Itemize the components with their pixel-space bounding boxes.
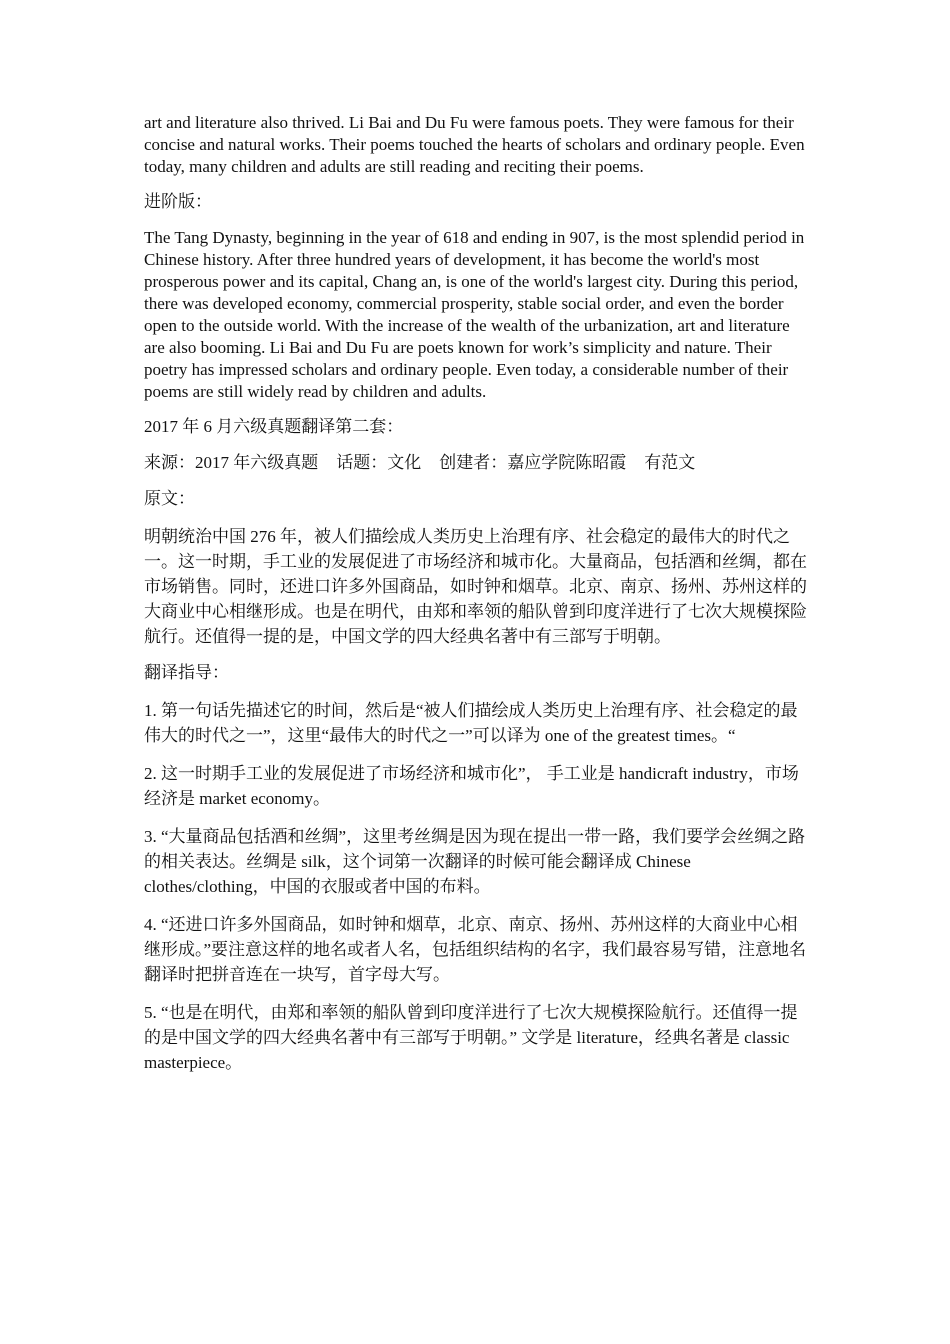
guide-item-2: 2. 这一时期手工业的发展促进了市场经济和城市化”， 手工业是 handicraft industry，市场经济是 market economy。	[144, 764, 799, 808]
guide-item-1: 1. 第一句话先描述它的时间，然后是“被人们描绘成人类历史上治理有序、社会稳定的最伟大的时代之一”，这里“最伟大的时代之一”可以译为 one of the greatest times。“	[144, 701, 798, 745]
intro-paragraph-end: art and literature also thrived. Li Bai and Du Fu were famous poets. They were famous for their concise and natural works. Their poems touched the hearts of scholars and ordinary people. Even today, many children and adults are still reading and reciting their poems.	[144, 113, 805, 176]
guide-heading: 翻译指导：	[144, 663, 229, 682]
original-heading: 原文：	[144, 489, 195, 508]
guide-item-5: 5. “也是在明代，由郑和率领的船队曾到印度洋进行了七次大规模探险航行。还值得一提的是中国文学的四大经典名著中有三部写于明朝。” 文学是 literature，经典名著是 classic masterpiece。	[144, 1003, 798, 1072]
advanced-version-heading: 进阶版：	[144, 192, 212, 211]
original-paragraph: 明朝统治中国 276 年，被人们描绘成人类历史上治理有序、社会稳定的最伟大的时代之一。这一时期，手工业的发展促进了市场经济和城市化。大量商品，包括酒和丝绸，都在市场销售。同时，还进口许多外国商品，如时钟和烟草。北京、南京、扬州、苏州这样的大商业中心相继形成。也是在明代，由郑和率领的船队曾到印度洋进行了七次大规模探险航行。还值得一提的是，中国文学的四大经典名著中有三部写于明朝。	[144, 527, 807, 646]
meta-source: 来源：2017 年六级真题	[144, 453, 319, 472]
advanced-version-paragraph: The Tang Dynasty, beginning in the year of 618 and ending in 907, is the most splendid period in Chinese history. After three hundred years of development, it has become the world's most prosperous power and its capital, Chang an, is one of the world's largest city. During this period, there was developed economy, commercial prosperity, stable social order, and even the border open to the outside world. With the increase of the wealth of the urbanization, art and literature are also booming. Li Bai and Du Fu are poets known for work’s simplicity and nature. Their poetry has impressed scholars and ordinary people. Even today, a considerable number of their poems are still widely read by children and adults.	[144, 228, 805, 401]
meta-line	[144, 452, 808, 474]
guide-item-4: 4. “还进口许多外国商品，如时钟和烟草，北京、南京、扬州、苏州这样的大商业中心相继形成。”要注意这样的地名或者人名，包括组织结构的名字，我们最容易写错，注意地名翻译时把拼音连在一块写，首字母大写。	[144, 915, 807, 984]
meta-topic: 话题：文化	[336, 453, 422, 472]
guide-item-3: 3. “大量商品包括酒和丝绸”，这里考丝绸是因为现在提出一带一路，我们要学会丝绸之路的相关表达。丝绸是 silk，这个词第一次翻译的时候可能会翻译成 Chinese clothes/clothing，中国的衣服或者中国的布料。	[144, 827, 806, 896]
document-page	[144, 112, 808, 1088]
set2-title: 2017 年 6 月六级真题翻译第二套：	[144, 417, 404, 436]
meta-model-essay: 有范文	[644, 453, 696, 472]
meta-creator: 创建者：嘉应学院陈昭霞	[439, 453, 627, 472]
